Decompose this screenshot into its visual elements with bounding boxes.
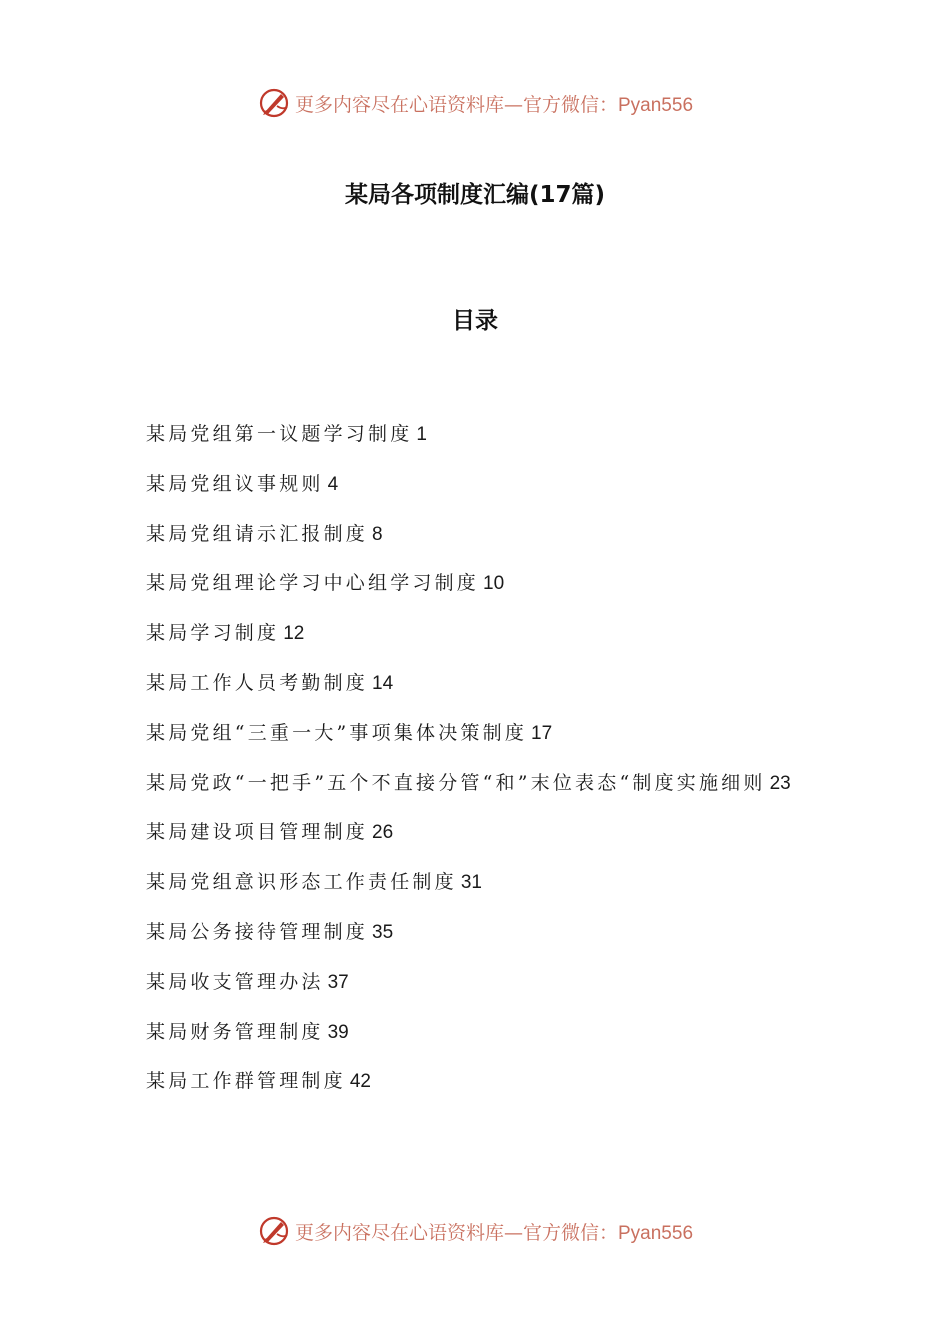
toc-item[interactable]: 某局党组议事规则 4 [146, 472, 339, 495]
toc-page-number: 10 [483, 573, 505, 595]
toc-page-number: 1 [416, 424, 427, 445]
toc-item[interactable]: 某局工作群管理制度 42 [146, 1070, 371, 1093]
toc-page-number: 42 [349, 1071, 371, 1093]
toc-page-number: 12 [283, 623, 305, 645]
toc-item[interactable]: 某局财务管理制度 39 [146, 1020, 349, 1043]
toc-page-number: 4 [327, 473, 339, 495]
toc-page-number: 35 [372, 921, 394, 943]
toc-item[interactable]: 某局学习制度 12 [146, 622, 305, 645]
toc-heading: 目录 [452, 308, 498, 334]
toc-page-number: 14 [372, 672, 394, 694]
pen-logo-icon [257, 86, 291, 120]
toc-page-number: 31 [460, 872, 482, 894]
watermark-banner-top [0, 83, 950, 123]
toc-item[interactable]: 某局收支管理办法 37 [146, 970, 349, 993]
watermark-banner-bottom [0, 1211, 950, 1251]
document-title: 某局各项制度汇编(17篇) [344, 182, 606, 208]
toc-page-number: 39 [327, 1021, 349, 1043]
toc-item[interactable]: 某局建设项目管理制度 26 [146, 821, 394, 844]
toc-list [146, 410, 806, 1107]
toc-item[interactable]: 某局党组意识形态工作责任制度 31 [146, 871, 482, 894]
watermark-text: 更多内容尽在心语资料库—官方微信：Pyan556 [294, 93, 694, 116]
toc-item[interactable]: 某局党组“三重一大”事项集体决策制度 17 [146, 721, 553, 744]
toc-item[interactable]: 某局公务接待管理制度 35 [146, 920, 394, 943]
watermark-text: 更多内容尽在心语资料库—官方微信：Pyan556 [294, 1221, 694, 1244]
toc-item[interactable]: 某局党政“一把手”五个不直接分管“和”末位表态“制度实施细则 23 [146, 771, 791, 794]
toc-page-number: 26 [372, 822, 394, 844]
toc-item[interactable]: 某局党组第一议题学习制度 1 [146, 423, 427, 445]
toc-page-number: 23 [769, 772, 791, 794]
toc-page-number: 17 [531, 722, 553, 744]
toc-item[interactable]: 某局党组理论学习中心组学习制度 10 [146, 572, 505, 595]
pen-logo-icon [257, 1214, 291, 1248]
toc-page-number: 37 [327, 971, 349, 993]
toc-item[interactable]: 某局党组请示汇报制度 8 [146, 522, 383, 545]
toc-page-number: 8 [372, 523, 383, 545]
toc-item[interactable]: 某局工作人员考勤制度 14 [146, 671, 394, 694]
